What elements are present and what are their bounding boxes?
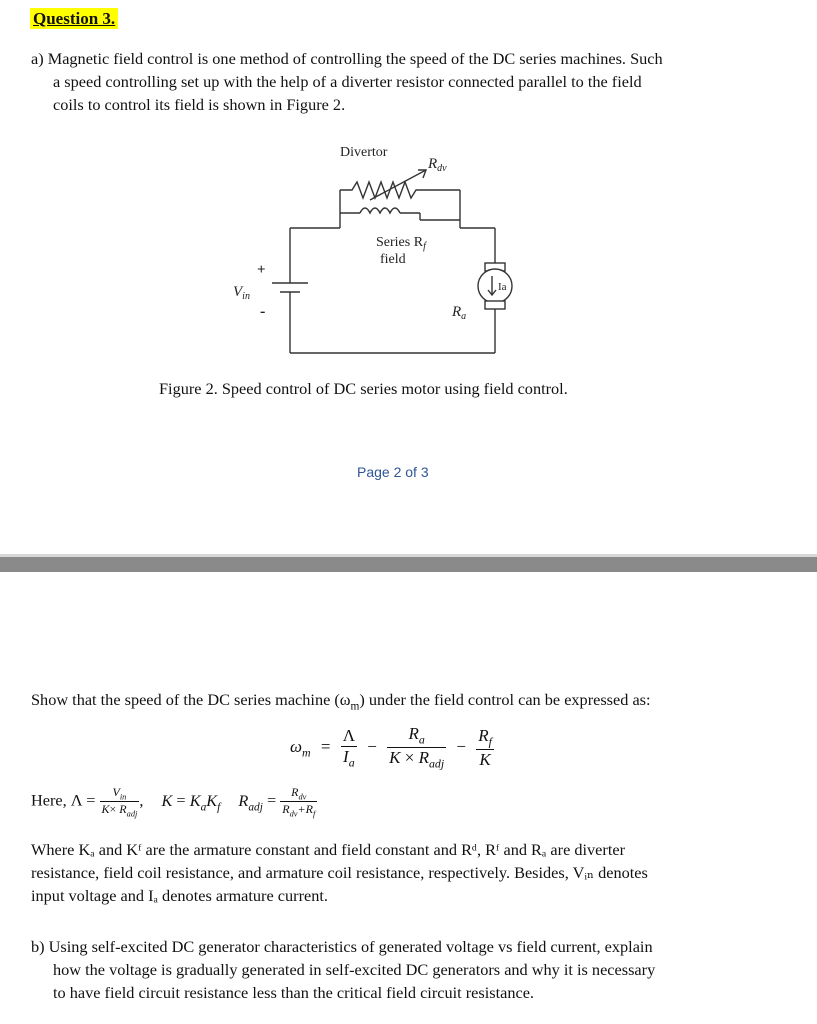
question-title: Question 3.	[30, 8, 118, 29]
speed-formula: $\omega_m$ = $\frac{\Lambda}{I_a}$ − $\frac{R_a}{K \times R_{adj}}$ − $\frac{R_f}{K}$	[290, 724, 492, 771]
where-line-1: Where Kₐ and Kᶠ are the armature constant and field constant and Rᵈ, Rᶠ and Rₐ are diverter	[31, 840, 625, 859]
where-line-3: input voltage and Iₐ denotes armature current.	[31, 886, 328, 905]
vin-label: $V_{in}$	[233, 284, 250, 302]
ia-label: Ia	[498, 281, 507, 293]
part-b-line-3: to have field circuit resistance less than the critical field circuit resistance.	[53, 983, 534, 1002]
figure-caption: Figure 2. Speed control of DC series motor using field control.	[159, 379, 568, 398]
series-field-label-2: field	[380, 252, 406, 267]
minus-sign: -	[260, 303, 266, 320]
divertor-label: Divertor	[340, 145, 388, 160]
part-b-line-2: how the voltage is gradually generated in self-excited DC generators and why it is necessary	[53, 960, 656, 979]
show-that-text: Show that the speed of the DC series machine $(\omega_m)$ under the field control can be expressed as:	[31, 690, 651, 713]
rdv-label: $R_{dv}$	[428, 156, 447, 174]
ra-label: $R_a$	[452, 304, 467, 322]
part-a-line-2: a speed controlling set up with the help of a diverter resistor connected parallel to the field	[53, 72, 642, 91]
plus-sign: +	[257, 262, 266, 278]
part-a-line-3: coils to control its field is shown in Figure 2.	[53, 95, 346, 114]
series-field-label: Series $R_f$	[376, 235, 426, 252]
where-line-2: resistance, field coil resistance, and armature coil resistance, respectively. Besides, Vᵢₙ denotes	[31, 863, 648, 882]
circuit-diagram	[220, 138, 550, 368]
diverter-resistor	[340, 182, 420, 198]
page-number: Page 2 of 3	[357, 464, 429, 480]
part-b-line-1: b) Using self-excited DC generator characteristics of generated voltage vs field current, explain	[31, 937, 653, 956]
page-break-divider	[0, 557, 817, 572]
part-a-line-1: a) Magnetic field control is one method of controlling the speed of the DC series machines. Such	[31, 49, 663, 68]
definitions: Here, Λ = $\frac{V_{in}}{K\times R_{adj}}$ , $K = K_aK_f$ $R_{adj}$ = $\frac{R_{dv}}{R_{dv}+R_f}$	[31, 785, 316, 819]
series-field-coil	[360, 208, 400, 213]
armature-motor	[478, 269, 512, 303]
